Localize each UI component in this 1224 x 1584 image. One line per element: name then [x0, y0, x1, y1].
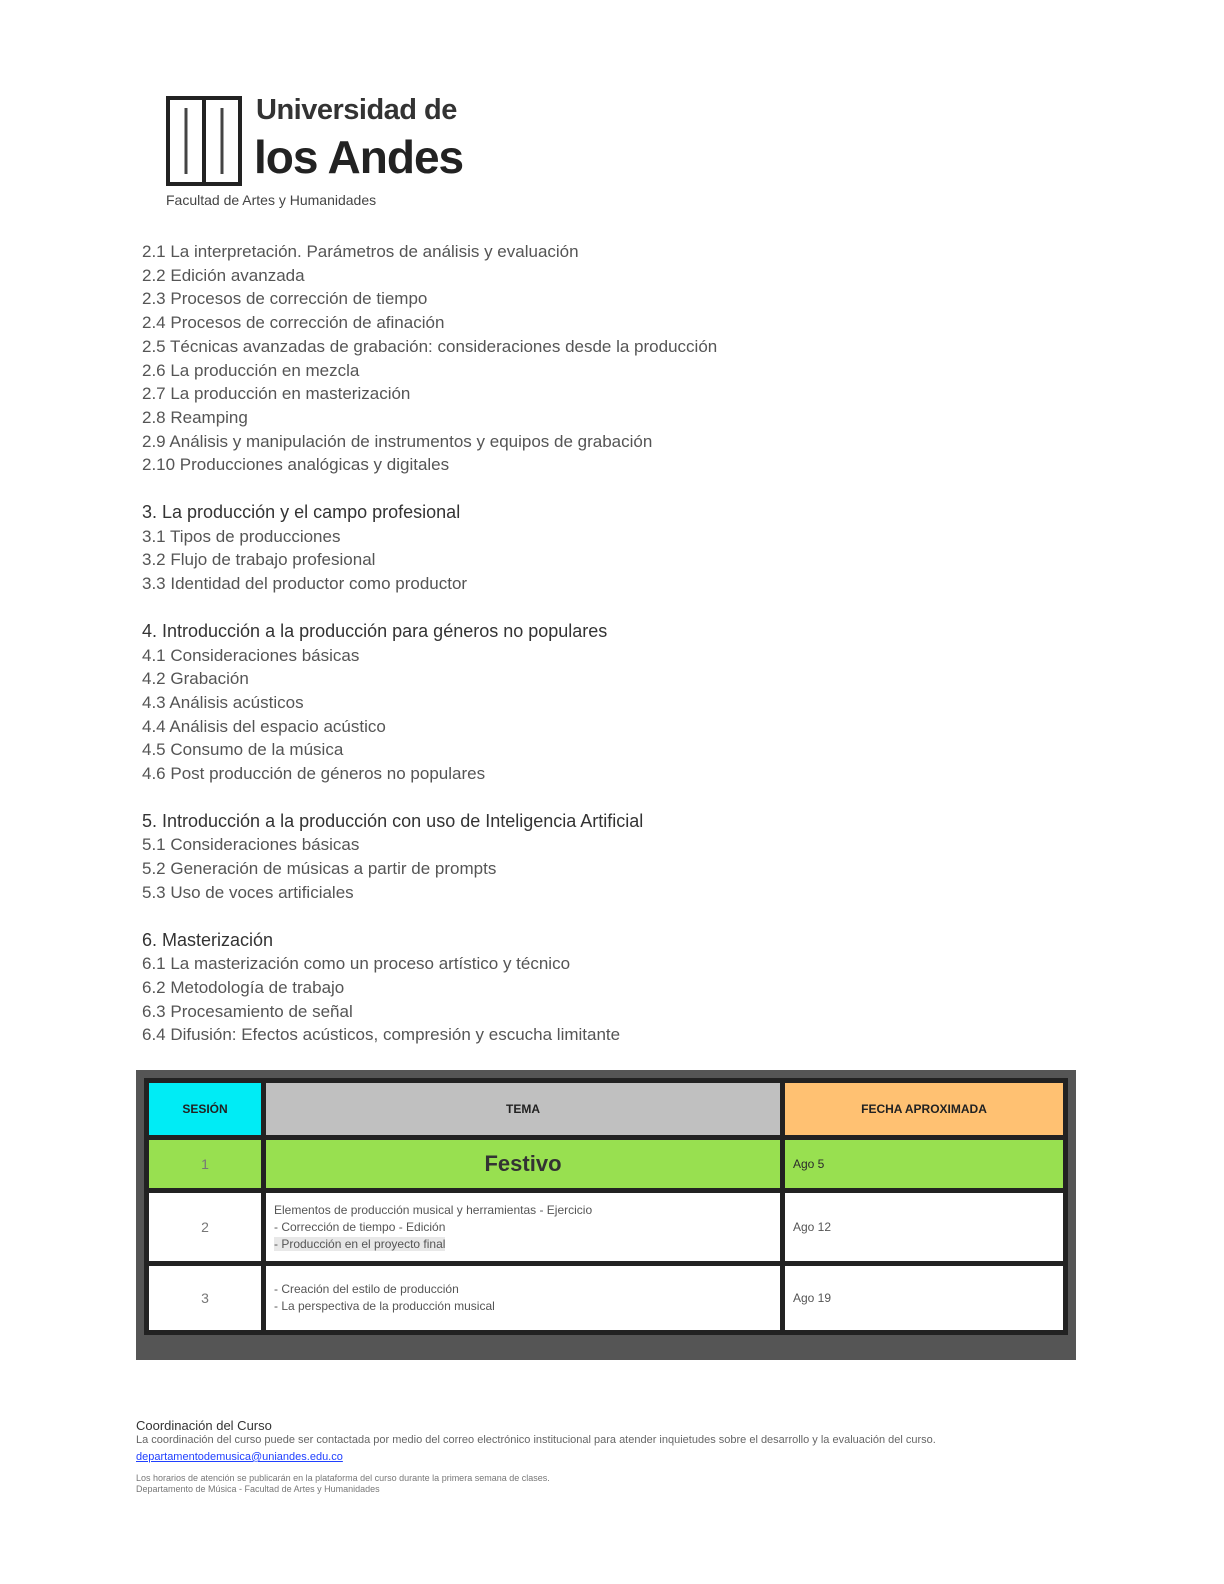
cell-fecha: Ago 19: [783, 1264, 1066, 1333]
section-3: [142, 501, 1102, 596]
topic-item: 4.5 Consumo de la música: [142, 740, 344, 760]
topic-item: 6.2 Metodología de trabajo: [142, 977, 345, 997]
topic-item: 4.1 Consideraciones básicas: [142, 645, 360, 665]
cell-sesion: 1: [147, 1138, 264, 1191]
topic-item: 5.1 Consideraciones básicas: [142, 835, 360, 855]
table-row: [147, 1264, 1066, 1333]
topic-item: 2.8 Reamping: [142, 407, 248, 427]
section-4: [142, 620, 1102, 786]
topic-item: 2.2 Edición avanzada: [142, 265, 305, 285]
cell-fecha: Ago 5: [783, 1138, 1066, 1191]
cell-tema: [264, 1191, 783, 1264]
header-sesion: SESIÓN: [147, 1081, 264, 1138]
section-heading: 5. Introducción a la producción con uso de Inteligencia Artificial: [142, 810, 644, 831]
cell-tema-highlight: - Producción en el proyecto final: [274, 1236, 446, 1251]
cell-tema-line: - Corrección de tiempo - Edición: [274, 1219, 446, 1234]
footer-title: Coordinación del Curso: [136, 1418, 272, 1433]
topic-item: 4.4 Análisis del espacio acústico: [142, 716, 386, 736]
section-heading: 4. Introducción a la producción para géneros no populares: [142, 620, 608, 641]
topic-item: 2.1 La interpretación. Parámetros de análisis y evaluación: [142, 242, 579, 261]
cell-sesion: 2: [147, 1191, 264, 1264]
table-row: [147, 1191, 1066, 1264]
topic-item: 3.1 Tipos de producciones: [142, 526, 341, 546]
table-header-row: [147, 1081, 1066, 1138]
cell-fecha: Ago 12: [783, 1191, 1066, 1264]
footer-email-link[interactable]: departamentodemusica@uniandes.edu.co: [136, 1451, 343, 1463]
section-5: [142, 810, 1102, 905]
cell-tema: [264, 1264, 783, 1333]
logo-university-line2: los Andes: [254, 131, 464, 183]
cell-sesion: 3: [147, 1264, 264, 1333]
cell-tema-line: [274, 1236, 772, 1253]
footer-note: Departamento de Música - Facultad de Artes y Humanidades: [136, 1484, 380, 1494]
topic-item: 6.1 La masterización como un proceso artístico y técnico: [142, 954, 571, 974]
topic-item: 5.3 Uso de voces artificiales: [142, 882, 354, 902]
university-emblem-icon: [166, 96, 242, 186]
topic-item: 2.7 La producción en masterización: [142, 384, 411, 404]
topic-item: 3.3 Identidad del productor como productor: [142, 574, 468, 594]
topic-item: 2.3 Procesos de corrección de tiempo: [142, 289, 428, 309]
topic-item: 3.2 Flujo de trabajo profesional: [142, 550, 376, 570]
schedule-table: [144, 1078, 1068, 1335]
footer-note: Los horarios de atención se publicarán en la plataforma del curso durante la primera semana de clases.: [136, 1473, 550, 1483]
topic-item: 2.5 Técnicas avanzadas de grabación: consideraciones desde la producción: [142, 336, 718, 356]
cell-tema-line: - Creación del estilo de producción: [274, 1282, 459, 1296]
topic-item: 2.9 Análisis y manipulación de instrumentos y equipos de grabación: [142, 431, 653, 451]
topic-item: 6.4 Difusión: Efectos acústicos, compresión y escucha limitante: [142, 1025, 621, 1045]
topic-item: 2.6 La producción en mezcla: [142, 360, 360, 380]
section-heading: 6. Masterización: [142, 929, 274, 950]
cell-tema-line: - La perspectiva de la producción musical: [274, 1299, 495, 1313]
section-2: [142, 240, 1102, 477]
logo-university-line1: Universidad de: [256, 94, 457, 126]
syllabus-topics: [142, 240, 1102, 1071]
footer: [136, 1418, 1056, 1495]
header-fecha: FECHA APROXIMADA: [783, 1081, 1066, 1138]
cell-tema-line: Elementos de producción musical y herramientas - Ejercicio: [274, 1202, 593, 1217]
topic-item: 2.4 Procesos de corrección de afinación: [142, 313, 445, 333]
logo-faculty: Facultad de Artes y Humanidades: [166, 192, 377, 208]
section-heading: 3. La producción y el campo profesional: [142, 502, 461, 523]
header-tema: TEMA: [264, 1081, 783, 1138]
topic-item: 2.10 Producciones analógicas y digitales: [142, 455, 450, 475]
topic-item: 4.2 Grabación: [142, 669, 249, 689]
topic-item: 5.2 Generación de músicas a partir de prompts: [142, 859, 497, 879]
topic-item: 4.3 Análisis acústicos: [142, 692, 304, 712]
topic-item: 4.6 Post producción de géneros no populares: [142, 764, 486, 784]
section-6: [142, 929, 1102, 1048]
cell-tema: Festivo: [264, 1138, 783, 1191]
footer-text: La coordinación del curso puede ser contactada por medio del correo electrónico institucional para atender inquietudes sobre el desarrollo y la evaluación del curso.: [136, 1434, 936, 1446]
university-logo: [166, 94, 476, 214]
schedule-table-frame: [136, 1070, 1076, 1360]
topic-item: 6.3 Procesamiento de señal: [142, 1001, 353, 1021]
table-row: [147, 1138, 1066, 1191]
